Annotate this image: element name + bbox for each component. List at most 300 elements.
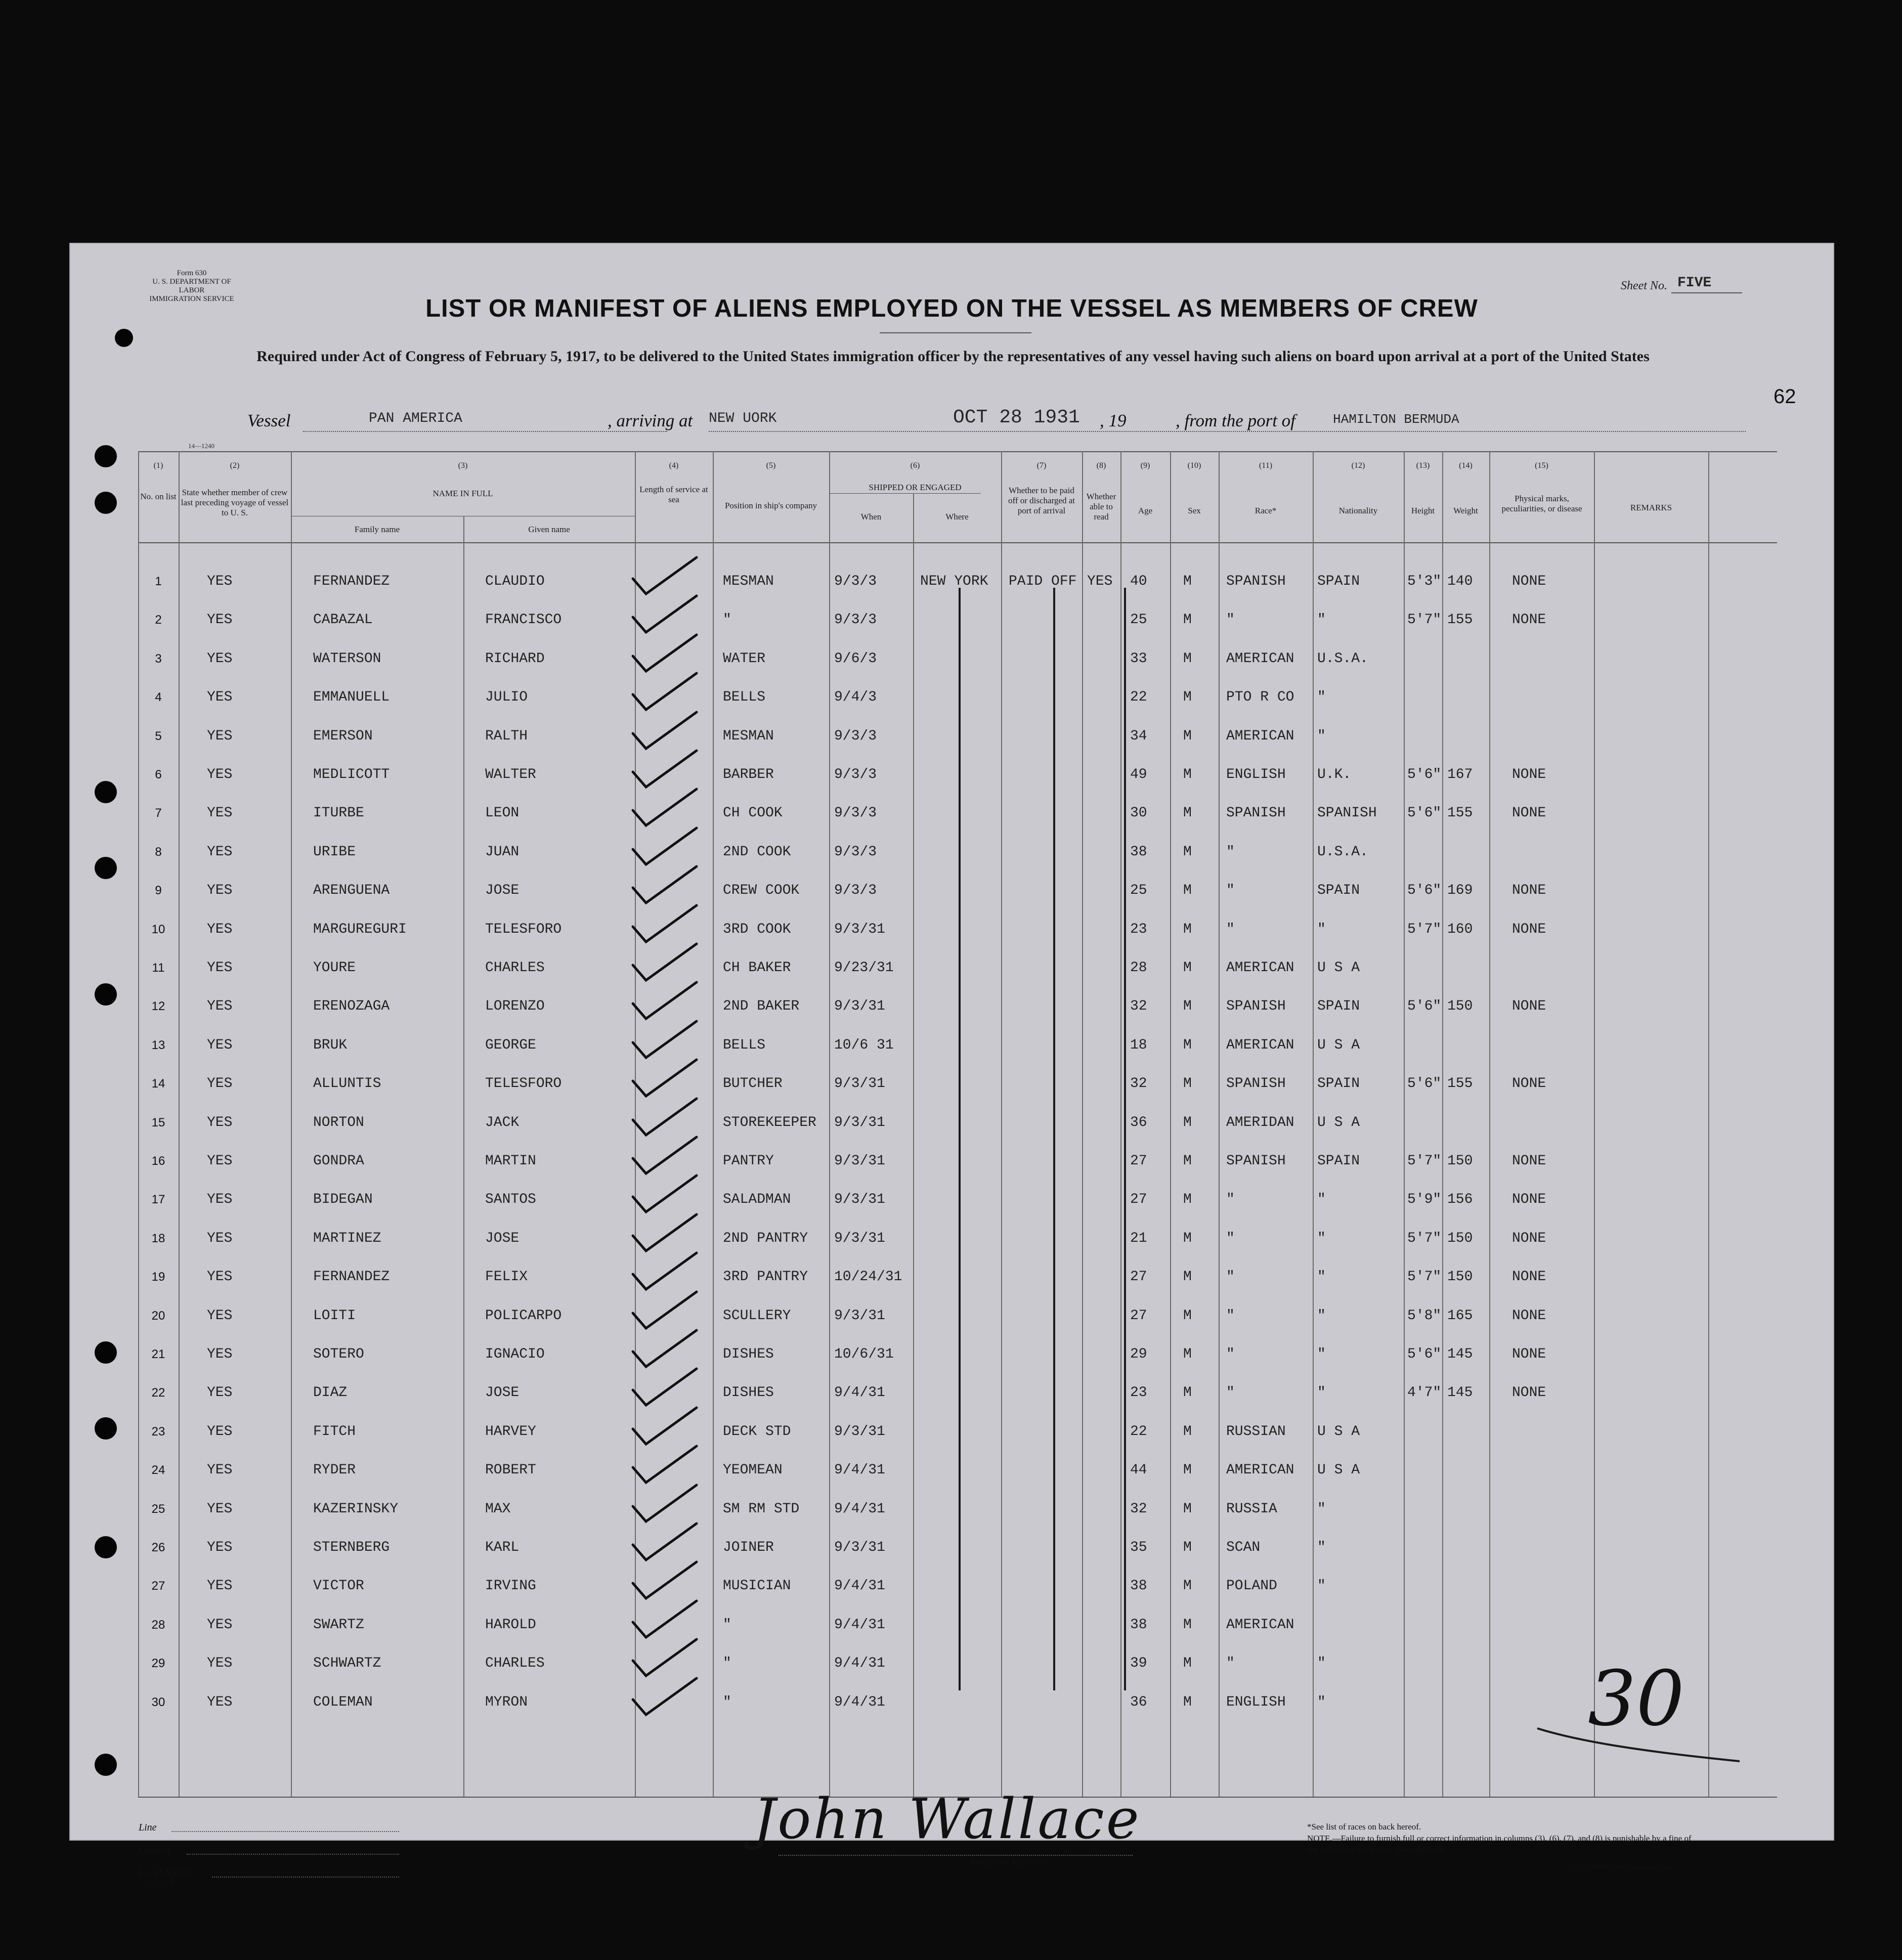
family-name-cell: ITURBE: [313, 805, 364, 821]
position-cell: 2ND PANTRY: [723, 1231, 808, 1246]
race-cell: ": [1226, 922, 1235, 937]
nationality-cell: U S A: [1317, 1462, 1360, 1478]
given-name-cell: CLAUDIO: [485, 574, 545, 589]
race-cell: RUSSIA: [1226, 1501, 1277, 1517]
physical-marks-cell: NONE: [1512, 1346, 1546, 1362]
position-cell: ": [723, 1617, 731, 1633]
shipped-when-cell: 9/3/3: [834, 612, 877, 628]
header-length-service: Length of service at sea: [639, 485, 708, 504]
weight-cell: 165: [1447, 1308, 1473, 1324]
physical-marks-cell: NONE: [1512, 767, 1546, 782]
family-name-cell: ARENGUENA: [313, 883, 390, 898]
row-number: 16: [151, 1154, 165, 1168]
age-cell: 32: [1130, 1501, 1147, 1517]
position-cell: SM RM STD: [723, 1501, 800, 1517]
shipped-when-cell: 9/3/31: [834, 1153, 885, 1169]
race-cell: SPANISH: [1226, 1153, 1286, 1169]
height-cell: 5'6": [1407, 805, 1442, 821]
race-cell: ": [1226, 844, 1235, 860]
shipped-when-cell: 9/4/31: [834, 1462, 885, 1478]
sex-cell: M: [1183, 844, 1192, 860]
age-cell: 39: [1130, 1656, 1147, 1671]
race-cell: SPANISH: [1226, 574, 1286, 589]
weight-cell: 145: [1447, 1346, 1473, 1362]
height-cell: 5'6": [1407, 883, 1442, 898]
age-cell: 27: [1130, 1192, 1147, 1207]
sex-cell: M: [1183, 1617, 1192, 1633]
family-name-cell: NORTON: [313, 1115, 364, 1130]
position-cell: 3RD PANTRY: [723, 1269, 808, 1285]
age-cell: 25: [1130, 883, 1147, 898]
family-name-cell: MARTINEZ: [313, 1231, 381, 1246]
position-cell: PANTRY: [723, 1153, 774, 1169]
row-number: 22: [151, 1386, 165, 1400]
race-cell: AMERIDAN: [1226, 1115, 1294, 1130]
prev-voyage-cell: YES: [207, 1501, 233, 1517]
age-cell: 23: [1130, 1385, 1147, 1401]
nationality-cell: U S A: [1317, 960, 1360, 976]
header-position: Position in ship's company: [724, 501, 817, 510]
nationality-cell: SPAIN: [1317, 574, 1360, 589]
prev-voyage-cell: YES: [207, 728, 233, 744]
family-name-cell: EMERSON: [313, 728, 373, 744]
age-cell: 33: [1130, 651, 1147, 667]
sex-cell: M: [1183, 1462, 1192, 1478]
weight-cell: 156: [1447, 1192, 1473, 1207]
row-number: 12: [151, 999, 165, 1013]
nationality-cell: ": [1317, 1346, 1326, 1362]
prev-voyage-cell: YES: [207, 1578, 233, 1594]
given-name-cell: JOSE: [485, 1231, 520, 1246]
row-number: 28: [151, 1618, 165, 1632]
family-name-cell: FITCH: [313, 1424, 356, 1440]
row-number: 17: [151, 1193, 165, 1206]
family-name-cell: SCHWARTZ: [313, 1656, 381, 1671]
given-name-cell: MAX: [485, 1501, 511, 1517]
row-number: 13: [151, 1038, 165, 1052]
arrival-date: OCT 28 1931: [953, 407, 1080, 428]
nationality-cell: U S A: [1317, 1424, 1360, 1440]
position-cell: BELLS: [723, 689, 766, 705]
given-name-cell: IGNACIO: [485, 1346, 545, 1362]
age-cell: 38: [1130, 844, 1147, 860]
sex-cell: M: [1183, 1424, 1192, 1440]
age-cell: 38: [1130, 1578, 1147, 1594]
handwritten-total: 30: [1588, 1655, 1684, 1743]
col-number: (3): [458, 461, 468, 470]
row-number: 20: [151, 1309, 165, 1323]
row-number: 6: [155, 768, 162, 781]
sex-cell: M: [1183, 1578, 1192, 1594]
prev-voyage-cell: YES: [207, 1037, 233, 1053]
prev-voyage-cell: YES: [207, 1192, 233, 1207]
nationality-cell: U S A: [1317, 1115, 1360, 1130]
header-family-name: Family name: [354, 525, 400, 534]
position-cell: JOINER: [723, 1540, 774, 1555]
given-name-cell: SANTOS: [485, 1192, 536, 1207]
col-number: (10): [1187, 461, 1201, 470]
from-port-label: , from the port of: [1176, 411, 1295, 430]
family-name-cell: BRUK: [313, 1037, 348, 1053]
col-number: (1): [153, 461, 163, 470]
sex-cell: M: [1183, 612, 1192, 628]
nationality-cell: SPAIN: [1317, 1153, 1360, 1169]
age-cell: 22: [1130, 689, 1147, 705]
races-note: *See list of races on back hereof.: [1307, 1822, 1421, 1832]
row-number: 23: [151, 1425, 165, 1439]
sex-cell: M: [1183, 1153, 1192, 1169]
height-cell: 5'6": [1407, 1346, 1442, 1362]
position-cell: DECK STD: [723, 1424, 791, 1440]
position-cell: BARBER: [723, 767, 774, 782]
given-name-cell: MARTIN: [485, 1153, 536, 1169]
shipped-when-cell: 9/6/3: [834, 651, 877, 667]
physical-marks-cell: NONE: [1512, 883, 1546, 898]
sex-cell: M: [1183, 689, 1192, 705]
owners-underline: [187, 1854, 399, 1855]
weight-cell: 150: [1447, 1231, 1473, 1246]
inspector-label: Immigrant Inspector.: [971, 1856, 1047, 1866]
physical-marks-cell: NONE: [1512, 1076, 1546, 1092]
race-cell: AMERICAN: [1226, 651, 1294, 667]
col-number: (9): [1140, 461, 1150, 470]
race-cell: AMERICAN: [1226, 960, 1294, 976]
physical-marks-cell: NONE: [1512, 1231, 1546, 1246]
weight-cell: 160: [1447, 922, 1473, 937]
height-cell: 5'9": [1407, 1192, 1442, 1207]
sex-cell: M: [1183, 651, 1192, 667]
age-cell: 34: [1130, 728, 1147, 744]
sex-cell: M: [1183, 998, 1192, 1014]
physical-marks-cell: NONE: [1512, 805, 1546, 821]
position-cell: DISHES: [723, 1385, 774, 1401]
nationality-cell: U.K.: [1317, 767, 1352, 782]
prev-voyage-cell: YES: [207, 1617, 233, 1633]
nationality-cell: ": [1317, 1540, 1326, 1555]
prev-voyage-cell: YES: [207, 1694, 233, 1710]
nationality-cell: ": [1317, 1385, 1326, 1401]
header-height: Height: [1411, 506, 1435, 515]
race-cell: ENGLISH: [1226, 1694, 1286, 1710]
physical-marks-cell: NONE: [1512, 1308, 1546, 1324]
sex-cell: M: [1183, 922, 1192, 937]
age-cell: 27: [1130, 1153, 1147, 1169]
height-cell: 5'6": [1407, 998, 1442, 1014]
prev-voyage-cell: YES: [207, 1346, 233, 1362]
header-shipped: SHIPPED OR ENGAGED: [869, 483, 962, 492]
header-paid-off: Whether to be paid off or discharged at port of arrival: [1008, 486, 1075, 515]
nationality-cell: U S A: [1317, 1037, 1360, 1053]
prev-voyage-cell: YES: [207, 1424, 233, 1440]
prev-voyage-cell: YES: [207, 1269, 233, 1285]
age-cell: 38: [1130, 1617, 1147, 1633]
prev-voyage-cell: YES: [207, 805, 233, 821]
position-cell: DISHES: [723, 1346, 774, 1362]
header-remarks: REMARKS: [1630, 503, 1672, 512]
row-number: 5: [155, 729, 162, 743]
sex-cell: M: [1183, 883, 1192, 898]
age-cell: 27: [1130, 1308, 1147, 1324]
position-cell: YEOMEAN: [723, 1462, 783, 1478]
col-number: (2): [230, 461, 240, 470]
position-cell: SCULLERY: [723, 1308, 791, 1324]
family-name-cell: LOITI: [313, 1308, 356, 1324]
col-number: (6): [910, 461, 920, 470]
race-cell: ": [1226, 1308, 1235, 1324]
family-name-cell: FERNANDEZ: [313, 1269, 390, 1285]
page-number: 62: [1774, 385, 1796, 408]
family-name-cell: GONDRA: [313, 1153, 364, 1169]
shipped-when-cell: 9/23/31: [834, 960, 894, 976]
row-number: 14: [151, 1077, 165, 1091]
shipped-when-cell: 9/4/31: [834, 1617, 885, 1633]
printer-mark: U. S. GOVERNMENT PRINTING OFFICE: 1930: [1568, 1865, 1671, 1870]
race-cell: ": [1226, 1346, 1235, 1362]
given-name-cell: POLICARPO: [485, 1308, 562, 1324]
position-cell: 2ND BAKER: [723, 998, 800, 1014]
agents-underline: [212, 1877, 399, 1878]
header-where: Where: [945, 512, 969, 521]
family-name-cell: DIAZ: [313, 1385, 348, 1401]
race-cell: POLAND: [1226, 1578, 1277, 1594]
nationality-cell: ": [1317, 1501, 1326, 1517]
physical-marks-cell: NONE: [1512, 1269, 1546, 1285]
header-age: Age: [1138, 506, 1153, 515]
given-name-cell: HAROLD: [485, 1617, 536, 1633]
row-number: 24: [151, 1463, 165, 1477]
owners-label: Owners: [139, 1845, 170, 1856]
vessel-name: PAN AMERICA: [369, 411, 462, 426]
position-cell: MESMAN: [723, 728, 774, 744]
age-cell: 30: [1130, 805, 1147, 821]
position-cell: CH COOK: [723, 805, 783, 821]
row-number: 10: [151, 923, 165, 936]
header-able-read: Whether able to read: [1086, 492, 1116, 521]
given-name-cell: RICHARD: [485, 651, 545, 667]
page-subtitle: Required under Act of Congress of February 5, 1917, to be delivered to the United States immigration officer by the representatives of any vessel having such aliens on board upon arrival at a port of the United States: [256, 348, 1650, 365]
height-cell: 5'7": [1407, 1231, 1442, 1246]
given-name-cell: RALTH: [485, 728, 528, 744]
shipped-when-cell: 9/3/31: [834, 1231, 885, 1246]
position-cell: MESMAN: [723, 574, 774, 589]
sex-cell: M: [1183, 1192, 1192, 1207]
header-race: Race*: [1255, 506, 1277, 515]
form-code: 14—1240: [188, 442, 214, 450]
shipped-when-cell: 10/24/31: [834, 1269, 902, 1285]
shipped-when-cell: 9/4/31: [834, 1501, 885, 1517]
prev-voyage-cell: YES: [207, 1115, 233, 1130]
position-cell: BUTCHER: [723, 1076, 783, 1092]
signature-line: [779, 1855, 1133, 1856]
shipped-when-cell: 9/3/31: [834, 922, 885, 937]
given-name-cell: TELESFORO: [485, 922, 562, 937]
sheet-number-value: FIVE: [1677, 275, 1712, 291]
position-cell: 3RD COOK: [723, 922, 791, 937]
header-name-in-full: NAME IN FULL: [433, 489, 493, 498]
sex-cell: M: [1183, 1076, 1192, 1092]
shipped-when-cell: 10/6/31: [834, 1346, 894, 1362]
physical-marks-cell: NONE: [1512, 574, 1546, 589]
race-cell: ": [1226, 1231, 1235, 1246]
prev-voyage-cell: YES: [207, 998, 233, 1014]
agents-code: 14—1240: [149, 1879, 175, 1886]
nationality-cell: ": [1317, 1269, 1326, 1285]
given-name-cell: TELESFORO: [485, 1076, 562, 1092]
nationality-cell: ": [1317, 1656, 1326, 1671]
shipped-when-cell: 9/3/31: [834, 1115, 885, 1130]
age-cell: 28: [1130, 960, 1147, 976]
family-name-cell: STERNBERG: [313, 1540, 390, 1555]
family-name-cell: COLEMAN: [313, 1694, 373, 1710]
given-name-cell: LORENZO: [485, 998, 545, 1014]
sex-cell: M: [1183, 767, 1192, 782]
age-cell: 36: [1130, 1115, 1147, 1130]
nationality-cell: ": [1317, 1578, 1326, 1594]
position-cell: BELLS: [723, 1037, 766, 1053]
position-cell: STOREKEEPER: [723, 1115, 816, 1130]
height-cell: 5'6": [1407, 767, 1442, 782]
family-name-cell: RYDER: [313, 1462, 356, 1478]
penalty-note: NOTE.—Failure to furnish full or correct information in columns (3), (6), (7), and (8) is punishable by a fine of ten dollars for each alien. See other side.: [1307, 1834, 1692, 1854]
race-cell: ": [1226, 1192, 1235, 1207]
shipped-when-cell: 9/3/3: [834, 844, 877, 860]
family-name-cell: MARGUREGURI: [313, 922, 407, 937]
row-number: 11: [152, 961, 165, 975]
row-number: 26: [151, 1541, 165, 1554]
row-number: 25: [151, 1502, 165, 1516]
paid-off-cell: PAID OFF: [1009, 574, 1077, 589]
family-name-cell: SOTERO: [313, 1346, 364, 1362]
nationality-cell: ": [1317, 612, 1326, 628]
shipped-when-cell: 9/3/31: [834, 1308, 885, 1324]
given-name-cell: MYRON: [485, 1694, 528, 1710]
weight-cell: 150: [1447, 998, 1473, 1014]
col-number: (8): [1096, 461, 1106, 470]
col-number: (11): [1259, 461, 1273, 470]
height-cell: 5'8": [1407, 1308, 1442, 1324]
row-number: 9: [155, 884, 162, 897]
col-number: (15): [1535, 461, 1548, 470]
form-identifier: Form 630 U. S. DEPARTMENT OF LABOR IMMIGRATION SERVICE: [149, 269, 234, 303]
prev-voyage-cell: YES: [207, 574, 233, 589]
family-name-cell: EMMANUELL: [313, 689, 390, 705]
col-number: (14): [1459, 461, 1473, 470]
prev-voyage-cell: YES: [207, 767, 233, 782]
family-name-cell: URIBE: [313, 844, 356, 860]
family-name-cell: BIDEGAN: [313, 1192, 373, 1207]
row-number: 7: [155, 806, 162, 820]
physical-marks-cell: NONE: [1512, 1192, 1546, 1207]
prev-voyage-cell: YES: [207, 960, 233, 976]
given-name-cell: FRANCISCO: [485, 612, 562, 628]
shipped-when-cell: 9/3/3: [834, 883, 877, 898]
physical-marks-cell: NONE: [1512, 998, 1546, 1014]
header-nationality: Nationality: [1338, 506, 1378, 515]
family-name-cell: FERNANDEZ: [313, 574, 390, 589]
race-cell: ": [1226, 883, 1235, 898]
shipped-when-cell: 9/3/31: [834, 1424, 885, 1440]
col-number: (4): [669, 461, 679, 470]
age-cell: 40: [1130, 574, 1147, 589]
height-cell: 5'3": [1407, 574, 1442, 589]
sex-cell: M: [1183, 1501, 1192, 1517]
age-cell: 23: [1130, 922, 1147, 937]
shipped-when-cell: 9/3/31: [834, 998, 885, 1014]
family-name-cell: ERENOZAGA: [313, 998, 390, 1014]
race-cell: AMERICAN: [1226, 1037, 1294, 1053]
given-name-cell: KARL: [485, 1540, 520, 1555]
position-cell: MUSICIAN: [723, 1578, 791, 1594]
race-cell: ": [1226, 612, 1235, 628]
shipped-where-cell: NEW YORK: [920, 574, 988, 589]
prev-voyage-cell: YES: [207, 1656, 233, 1671]
nationality-cell: ": [1317, 1308, 1326, 1324]
weight-cell: 140: [1447, 574, 1473, 589]
nationality-cell: ": [1317, 1192, 1326, 1207]
age-cell: 27: [1130, 1269, 1147, 1285]
given-name-cell: LEON: [485, 805, 520, 821]
physical-marks-cell: NONE: [1512, 1153, 1546, 1169]
row-number: 29: [151, 1657, 165, 1670]
age-cell: 25: [1130, 612, 1147, 628]
shipped-when-cell: 10/6 31: [834, 1037, 894, 1053]
family-name-cell: MEDLICOTT: [313, 767, 390, 782]
weight-cell: 145: [1447, 1385, 1473, 1401]
height-cell: 5'7": [1407, 1269, 1442, 1285]
given-name-cell: CHARLES: [485, 960, 545, 976]
given-name-cell: WALTER: [485, 767, 536, 782]
sex-cell: M: [1183, 1037, 1192, 1053]
age-cell: 21: [1130, 1231, 1147, 1246]
family-name-cell: ALLUNTIS: [313, 1076, 381, 1092]
prev-voyage-cell: YES: [207, 1231, 233, 1246]
race-cell: SCAN: [1226, 1540, 1261, 1555]
nationality-cell: SPAIN: [1317, 883, 1360, 898]
race-cell: ": [1226, 1269, 1235, 1285]
row-number: 2: [155, 613, 162, 627]
nationality-cell: SPANISH: [1317, 805, 1377, 821]
physical-marks-cell: NONE: [1512, 612, 1546, 628]
race-cell: PTO R CO: [1226, 689, 1294, 705]
row-number: 3: [155, 652, 162, 666]
family-name-cell: KAZERINSKY: [313, 1501, 399, 1517]
prev-voyage-cell: YES: [207, 689, 233, 705]
header-when: When: [860, 512, 882, 521]
shipped-when-cell: 9/4/31: [834, 1656, 885, 1671]
age-cell: 18: [1130, 1037, 1147, 1053]
nationality-cell: ": [1317, 689, 1326, 705]
age-cell: 22: [1130, 1424, 1147, 1440]
race-cell: ": [1226, 1656, 1235, 1671]
vessel-label: Vessel: [247, 411, 291, 430]
race-cell: SPANISH: [1226, 998, 1286, 1014]
position-cell: ": [723, 1656, 731, 1671]
race-cell: RUSSIAN: [1226, 1424, 1286, 1440]
given-name-cell: IRVING: [485, 1578, 536, 1594]
inspector-signature: John Wallace: [753, 1787, 1141, 1851]
col-number: (7): [1036, 461, 1047, 470]
height-cell: 5'7": [1407, 922, 1442, 937]
header-given-name: Given name: [528, 525, 570, 534]
age-cell: 49: [1130, 767, 1147, 782]
line-underline: [171, 1831, 399, 1833]
year-label: , 19: [1100, 411, 1127, 430]
shipped-when-cell: 9/4/31: [834, 1385, 885, 1401]
header-no-on-list: No. on list: [140, 492, 177, 501]
shipped-when-cell: 9/3/31: [834, 1540, 885, 1555]
age-cell: 32: [1130, 1076, 1147, 1092]
col-number: (5): [766, 461, 776, 470]
